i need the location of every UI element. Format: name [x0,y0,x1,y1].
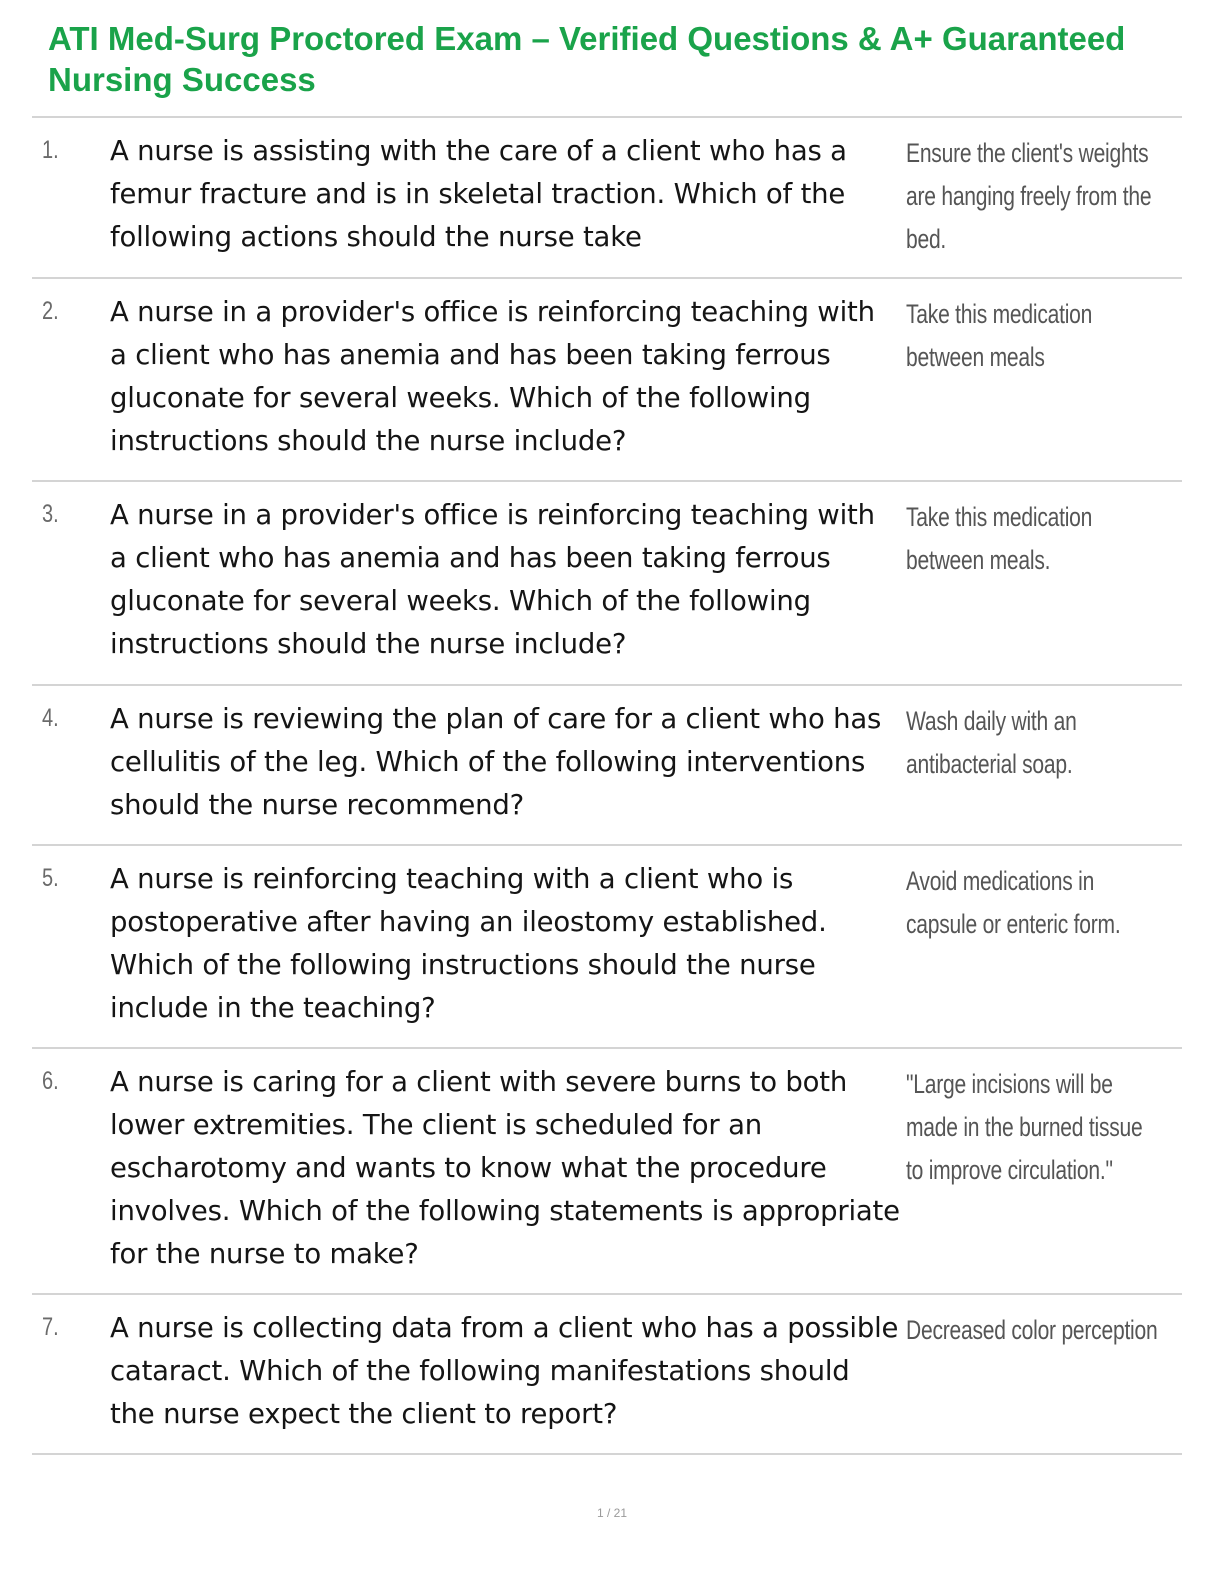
answer-text: Avoid medications in capsule or enteric form. [906,866,1121,939]
page-number: 1 / 21 [596,1506,628,1520]
answer-text: Take this medication between meals. [906,502,1093,575]
answer-text: Take this medication between meals [906,299,1093,372]
question-text: A nurse is reviewing the plan of care for a client who has cellulitis of the leg. Which of the following interventions should the nurse recommend? [110,703,882,821]
question-number: 4. [42,704,59,732]
document-title: ATI Med-Surg Proctored Exam – Verified Questions & A+ Guaranteed Nursing Success [48,20,1126,98]
question-number: 7. [42,1313,59,1341]
question-row-1 [32,118,1182,279]
answer-text: Decreased color perception [906,1315,1158,1345]
question-row-5 [32,846,1182,1049]
question-row-4 [32,686,1182,846]
question-text: A nurse is collecting data from a client who has a possible cataract. Which of the following manifestations should the nurse expect the client to report? [110,1312,899,1430]
question-number: 2. [42,297,59,325]
question-text: A nurse in a provider's office is reinforcing teaching with a client who has anemia and has been taking ferrous gluconate for several weeks. Which of the following instructions should the nurse include? [110,499,875,660]
answer-text: Ensure the client's weights are hanging freely from the bed. [906,138,1152,254]
question-text: A nurse is reinforcing teaching with a client who is postoperative after having an ileostomy established. Which of the following instructions should the nurse include in the teaching? [110,863,827,1024]
question-text: A nurse is caring for a client with severe burns to both lower extremities. The client is scheduled for an escharotomy and wants to know what the procedure involves. Which of the following statements is appropriate for the nurse to make? [110,1066,900,1270]
question-text: A nurse is assisting with the care of a client who has a femur fracture and is in skeletal traction. Which of the following actions should the nurse take [110,135,847,253]
question-row-3 [32,482,1182,686]
question-number: 3. [42,500,59,528]
answer-text: Wash daily with an antibacterial soap. [906,706,1077,779]
question-number: 5. [42,864,59,892]
question-number: 1. [42,136,59,164]
question-row-7 [32,1295,1182,1455]
question-number: 6. [42,1067,59,1095]
question-text: A nurse in a provider's office is reinforcing teaching with a client who has anemia and has been taking ferrous gluconate for several weeks. Which of the following instructions should the nurse include? [110,296,875,457]
question-row-2 [32,279,1182,482]
question-list [32,116,1182,1455]
answer-text: "Large incisions will be made in the burned tissue to improve circulation." [906,1069,1143,1185]
question-row-6 [32,1049,1182,1295]
